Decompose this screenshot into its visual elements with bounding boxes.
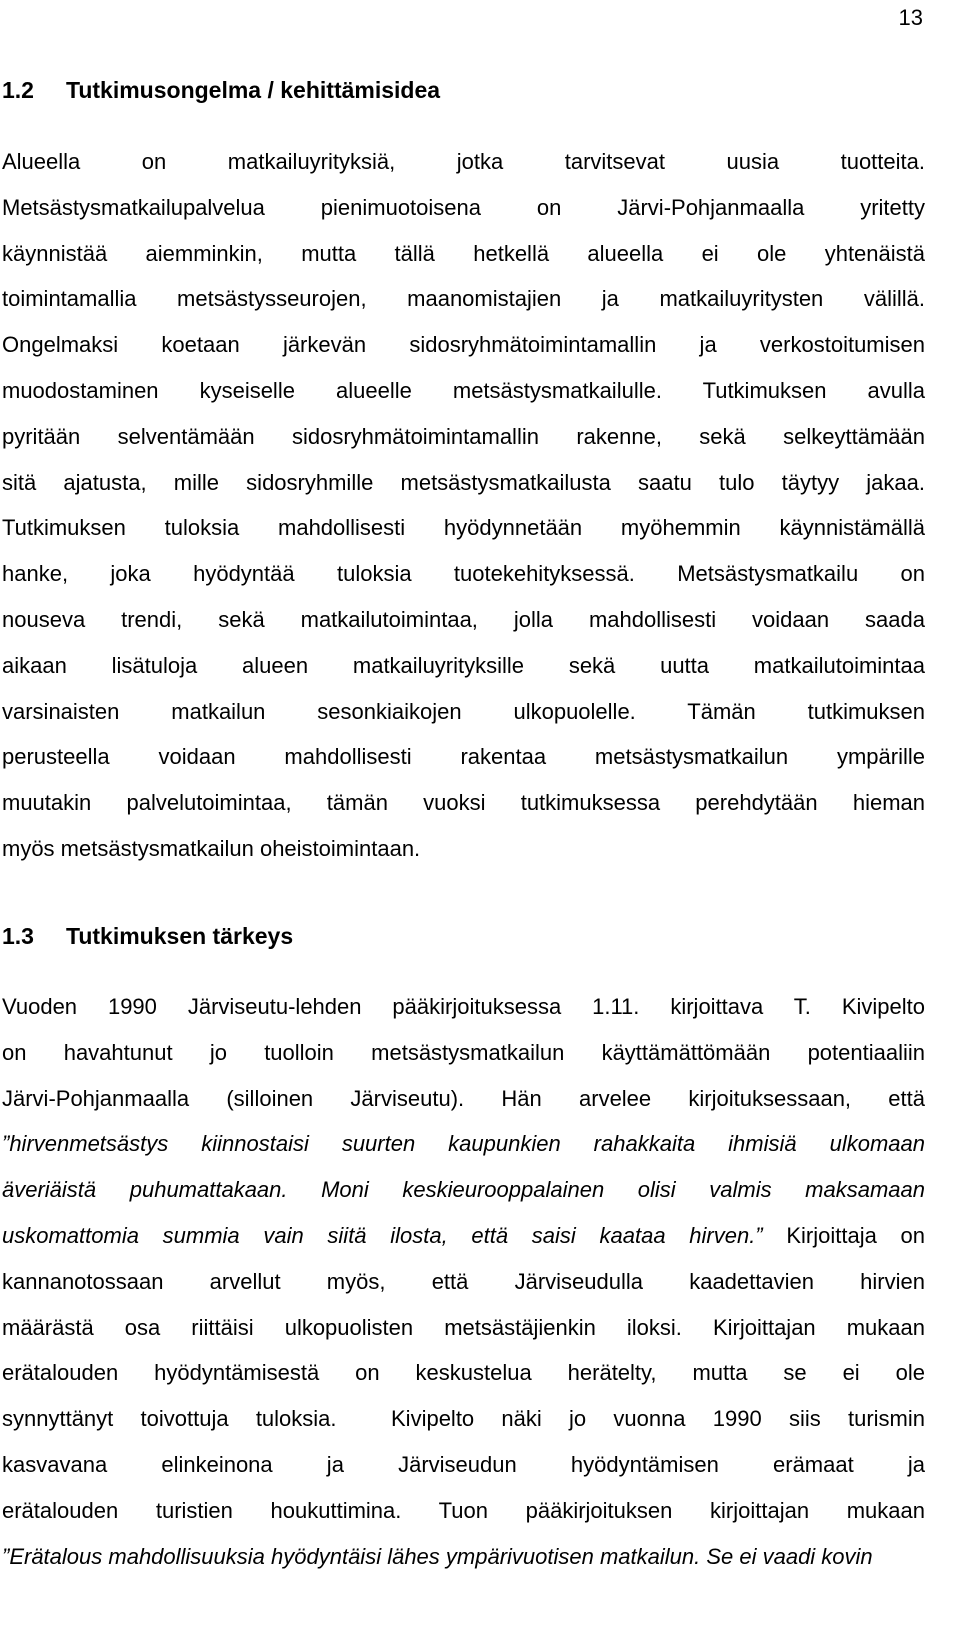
plain-text: synnyttänyt toivottuja tuloksia. Kivipelto näki jo vuonna 1990 siis turismin <box>2 1406 925 1432</box>
quoted-text: uskomattomia summia vain siitä ilosta, että saisi kaataa hirven.” <box>2 1222 763 1248</box>
plain-text: erätalouden turistien houkuttimina. Tuon pääkirjoituksen kirjoittajan mukaan <box>2 1497 925 1523</box>
text-line <box>2 1534 925 1580</box>
section-title: Tutkimusongelma / kehittämisidea <box>66 77 441 103</box>
text-line: Tutkimuksen tuloksia mahdollisesti hyödynnetään myöhemmin käynnistämällä <box>2 515 925 541</box>
plain-text: kannanotossaan arvellut myös, että Järviseudulla kaadettavien hirvien <box>2 1268 925 1294</box>
text-line <box>2 1350 925 1396</box>
text-line: hanke, joka hyödyntää tuloksia tuotekehityksessä. Metsästysmatkailu on <box>2 561 925 587</box>
section-heading-1-3 <box>2 921 293 951</box>
plain-text: kasvavana elinkeinona ja Järviseudun hyödyntämisen erämaat ja <box>2 1451 925 1477</box>
plain-text: erätalouden hyödyntämisestä on keskustelua herätelty, mutta se ei ole <box>2 1360 925 1386</box>
section-1-3-paragraph <box>2 984 925 1579</box>
text-line: myös metsästysmatkailun oheistoimintaan. <box>2 835 421 861</box>
text-line <box>2 1305 925 1351</box>
text-line: sitä ajatusta, mille sidosryhmille metsästysmatkailusta saatu tulo täytyy jakaa. <box>2 469 925 495</box>
text-line: aikaan lisätuloja alueen matkailuyrityksille sekä uutta matkailutoimintaa <box>2 652 925 678</box>
text-line: Alueella on matkailuyrityksiä, jotka tarvitsevat uusia tuotteita. <box>2 149 925 174</box>
text-line <box>2 1213 925 1259</box>
section-1-2-paragraph <box>2 139 925 872</box>
plain-text: määrästä osa riittäisi ulkopuolisten metsästäjienkin iloksi. Kirjoittajan mukaan <box>2 1314 925 1340</box>
text-line: muutakin palvelutoimintaa, tämän vuoksi tutkimuksessa perehdytään hieman <box>2 790 925 816</box>
plain-text: Kirjoittaja on <box>762 1222 925 1248</box>
text-line <box>2 1076 925 1122</box>
text-line: varsinaisten matkailun sesonkiaikojen ulkopuolelle. Tämän tutkimuksen <box>2 698 925 724</box>
section-heading-1-2 <box>2 75 440 105</box>
text-line: Ongelmaksi koetaan järkevän sidosryhmätoimintamallin ja verkostoitumisen <box>2 332 925 358</box>
text-line <box>2 1259 925 1305</box>
quoted-text: ”hirvenmetsästys kiinnostaisi suurten kaupunkien rahakkaita ihmisiä ulkomaan <box>2 1131 925 1157</box>
section-number: 1.2 <box>2 77 34 103</box>
quoted-text: äveriäistä puhumattakaan. Moni keskieurooppalainen olisi valmis maksamaan <box>2 1177 925 1203</box>
text-line <box>2 1121 925 1167</box>
quoted-text: ”Erätalous mahdollisuuksia hyödyntäisi lähes ympärivuotisen matkailun. Se ei vaadi kovin <box>2 1543 873 1569</box>
text-line <box>2 1030 925 1076</box>
plain-text: Vuoden 1990 Järviseutu-lehden pääkirjoituksessa 1.11. kirjoittava T. Kivipelto <box>2 994 925 1019</box>
text-line: perusteella voidaan mahdollisesti rakentaa metsästysmatkailun ympärille <box>2 744 925 770</box>
text-line: toimintamallia metsästysseurojen, maanomistajien ja matkailuyritysten välillä. <box>2 286 925 312</box>
text-line: Metsästysmatkailupalvelua pienimuotoisena on Järvi-Pohjanmaalla yritetty <box>2 194 925 220</box>
text-line <box>2 984 925 1030</box>
text-line: käynnistää aiemminkin, mutta tällä hetkellä alueella ei ole yhtenäistä <box>2 240 925 266</box>
plain-text: on havahtunut jo tuolloin metsästysmatkailun käyttämättömään potentiaaliin <box>2 1039 925 1065</box>
text-line <box>2 1442 925 1488</box>
text-line: muodostaminen kyseiselle alueelle metsästysmatkailulle. Tutkimuksen avulla <box>2 377 925 403</box>
page-number: 13 <box>898 5 923 30</box>
section-title: Tutkimuksen tärkeys <box>66 923 294 949</box>
text-line <box>2 1167 925 1213</box>
text-line <box>2 1396 925 1442</box>
plain-text: Järvi-Pohjanmaalla (silloinen Järviseutu). Hän arvelee kirjoituksessaan, että <box>2 1085 925 1111</box>
text-line <box>2 1488 925 1534</box>
section-number: 1.3 <box>2 923 34 949</box>
text-line: pyritään selventämään sidosryhmätoimintamallin rakenne, sekä selkeyttämään <box>2 423 925 449</box>
text-line: nouseva trendi, sekä matkailutoimintaa, jolla mahdollisesti voidaan saada <box>2 606 925 632</box>
